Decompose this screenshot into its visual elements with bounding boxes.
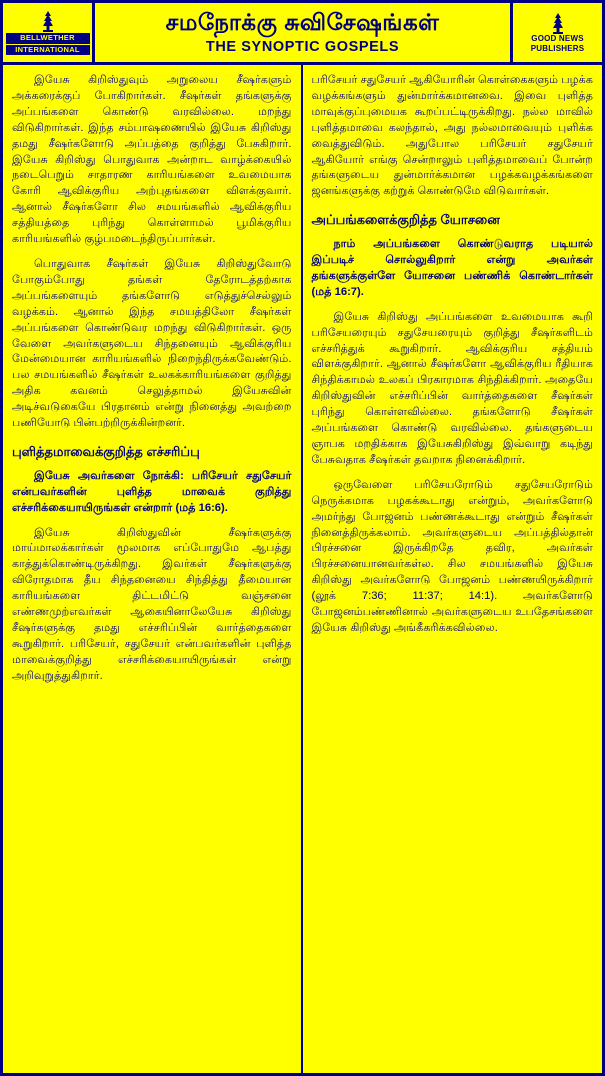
masthead [3,3,602,65]
publisher-logo-right [510,3,602,62]
section-heading-purification: புளித்தமாவைக்குறித்த எச்சரிப்பு [12,443,200,459]
publisher-logo-right-line2: PUBLISHERS [530,43,585,53]
publisher-logo-left-line1: BELLWETHER [6,33,90,44]
paragraph-bold-scripture: நாம் அப்பங்களை கொண்டுவராத படியால் இப்படிச் சொல்லுகிறார் என்று அவர்கள் தங்களுக்குள்ளே யோசனை பண்ணிக் கொண்டார்கள் (மத் 16:7). [311,238,593,298]
title-block [95,3,510,62]
page-title-tamil: சமநோக்கு சுவிசேஷங்கள் [165,9,440,36]
page-title-english: THE SYNOPTIC GOSPELS [205,38,400,55]
section-heading-bread: அப்பங்களைக்குறித்த யோசனை [311,212,500,228]
publisher-logo-right-line1: GOOD NEWS [531,33,584,43]
paragraph: இயேசு கிறிஸ்துவின் சீஷர்களுக்கு மாய்மாலக்கார்கள் மூலமாக எப்போதுமே ஆபத்து காத்துக்கொண்டிருக்கிறது. இவர்கள் சீஷர்களுக்கு விரோதமாக தீய சிந்தனையை சிந்தித்து தீமையான காரியங்களை திட்டமிட்டு வஞ்சனை எண்ணமுற்எவர்கள் ஆகையினாலேயேசு கிறிஸ்து சீஷர்களுக்கு தமது எச்சரிப்பின் வார்த்தைகளை கூறுகிறார். பரிசேயர், சதுசேயர் என்பவர்களின் புளித்த மாவைக்குறித்து எச்சரிக்கையாயிருங்கள் என்று அறிவுறுத்துகிறார். [12,526,292,682]
paragraph: பரிசேயர் சதுசேயர் ஆகியோரின் கொள்கைகளும் பழக்க வழக்கங்களும் துன்மார்க்கமானவை. இவை புளித்த மாவுக்குப்புமையக கூறப்பட்டிருக்கிறது. நல்ல மாவில் புளித்தமாவை கலந்தால், அது நல்லமாவையும் புளிக்க வைத்துவிடும். அதுபோல பரிசேயர் சதுசேயர் ஆகியோர் எங்கு சென்றாலும் புளித்தமாவைப் போன்ற தங்களுடைய துன்மார்க்கமான பழக்கவழக்கங்களை ஜனங்களுக்கு கற்றுக் கொண்டுமே விடுவார்கள். [311,74,593,198]
paragraph: பொதுவாக சீஷர்கள் இயேசு கிறிஸ்துவோடு போகும்போது தங்கள் தேரோடத்தற்காக அப்பங்களையும் தங்களோடு எடுத்துச்செல்லும் வழக்கம். ஆனால் இந்த சமயத்திலோ சீஷர்கள் அப்பங்களை கொண்டுவர மறந்து விடுகிறார்கள். ஒரு வேளை அவர்களுடைய சிந்தனையும் ஆவிக்குரிய மேன்மையான காரியங்களில் நிறைந்திருக்கவேண்டும். பல சமயங்களில் சீஷர்கள் உலகக்காரியங்களை குறித்து அதிக கவனம் செலுத்தாமல் இயேசுவின் அடிச்வடுகையே பிரதானம் என்று நினைத்து அவற்றை பணியோடு பின்பற்றிருக்கின்றனர். [12,257,292,430]
publisher-logo-left-line2: INTERNATIONAL [6,45,90,56]
torch-emblem-icon [36,10,60,32]
left-column [3,65,303,1073]
body-columns [3,65,602,1073]
publisher-logo-left [3,3,95,62]
paragraph-bold-scripture: இயேசு அவர்களை நோக்கி: பரிசேயர் சதுசேயர் என்பவர்களின் புளித்த மாவைக் குறித்து எச்சரிக்கையாயிருங்கள் என்றார் (மத் 16:6). [12,469,292,514]
paragraph: இயேசு கிறிஸ்து அப்பங்களை உவமையாக கூறி பரிசேயரையும் சதுசேயரையும் குறித்து சீஷர்களிடம் எச்சரித்துக் கூறுகிறார். ஆவிக்குரிய சத்தியம் விளக்குகிறார். ஆனால் சீஷர்களோ ஆவிக்குரிய ரீதியாக சிந்திக்காமல் உலகப் பிரகாரமாக சிந்திக்கிறார். அதையே கிறிஸ்துவின் எச்சரிப்பின் வார்த்தைகளை சீஷர்கள் புரிந்து கொள்ளவில்லை. தங்களோடு சீஷர்கள் அப்பங்களை கொண்டு வரவில்லை. தங்களுடைய ஞாபக மறதிக்காக இயேசுகிறிஸ்து இவ்வாறு கடிந்து பேசுவதாக சீஷர்கள் தவறாக நினைக்கிறார். [311,310,593,466]
torch-emblem-icon [546,12,570,34]
paragraph: இயேசு கிறிஸ்துவும் அறுலைய சீஷர்களும் அக்கரைக்குப் போகிறார்கள். சீஷர்கள் தங்களுக்கு அப்பங்களை கொண்டு வரவில்லை. மறந்து விடுகிறார்கள். இந்த சம்பாஷணையில் இயேசு கிறிஸ்து தமது சீஷர்களோடு அப்பத்தை குறித்து பேசுகிறார். இயேசு கிறிஸ்து பொதுவாக அன்றாட வாழ்க்கையில் நடைபெறும் சாதாரண காரியங்களை உவமையாக கோரி ஆவிக்குரிய அற்புதங்களை விளக்குவார். ஆனால் சீஷர்களோ சில சமயங்களில் ஆவிக்குரிய சத்தியத்தை புரிந்து கொள்ளாமல் பூமிக்குரிய காரியங்களில் குழ்பமடைந்திருப்பார்கள். [12,74,292,246]
right-column [303,65,603,1073]
paragraph: ஒருவேளை பரிசேயரோடும் சதுசேயரோடும் நெருக்கமாக பழகக்கூடாது என்றும், அவர்களோடு அமர்ந்து போஜனம் பண்ணக்கூடாது என்றும் சீஷர்கள் நினைத்திருக்கலாம். அவர்களுடைய அப்பத்தில்தான் பிரச்சனை இருக்கிறதே தவிர, அவர்கள் பிரச்சனையானவர்கள்ல. சில சமயங்களில் இயேசு கிறிஸ்து அவர்களோடு போஜனம் பண்ணயிருக்கிறார் (லூக் 7:36; 11:37; 14:1). அவர்களோடு போஜனம்பண்ணினால் அவர்களுடைய உபதேசங்களை இயேசு கிறிஸ்து அங்கீகரிக்கவில்லை. [311,478,593,634]
